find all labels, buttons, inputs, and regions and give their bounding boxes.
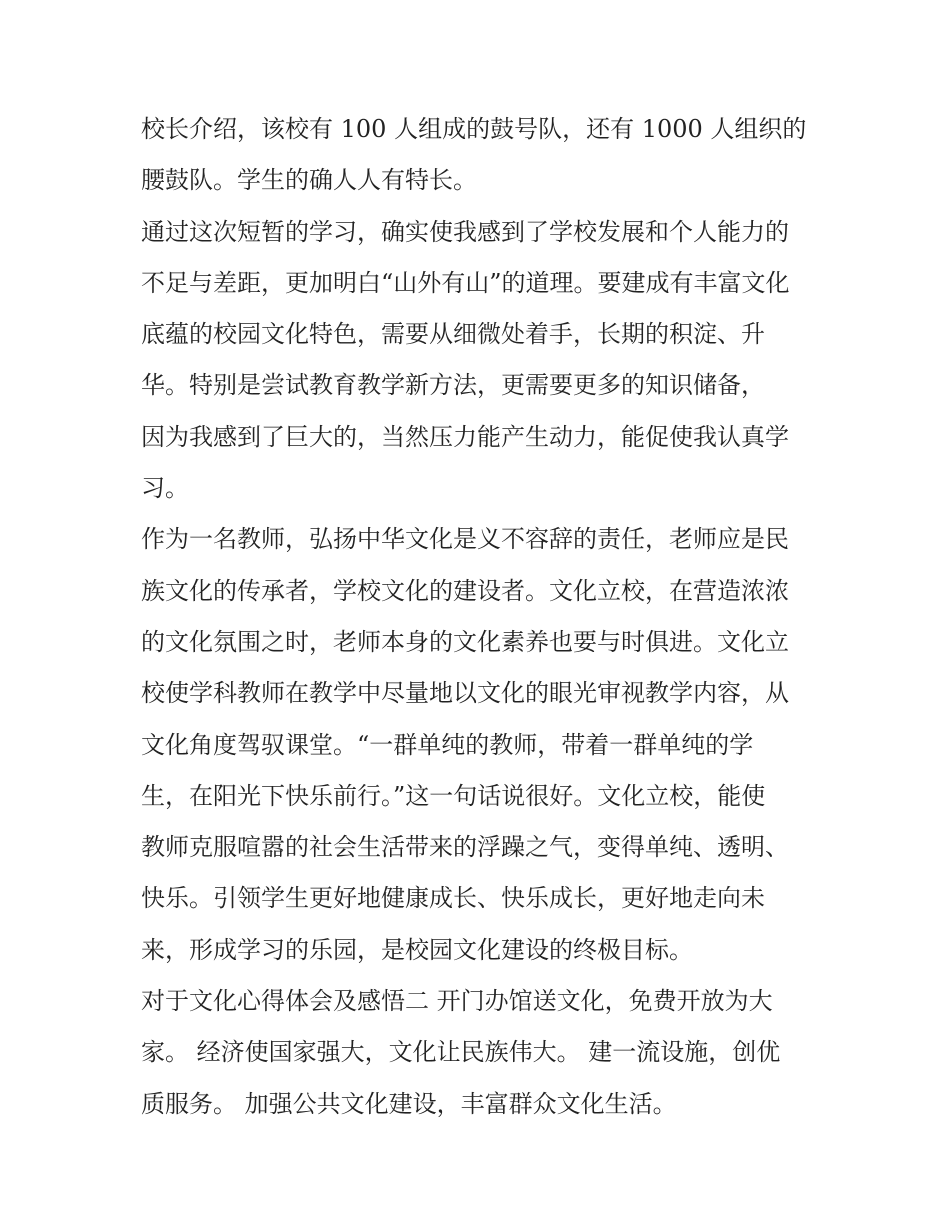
text-line: 快乐。引领学生更好地健康成长、快乐成长，更好地走向未: [141, 884, 765, 913]
text-line: 底蕴的校园文化特色，需要从细微处着手，长期的积淀、升: [141, 320, 765, 349]
text-line: 作为一名教师，弘扬中华文化是义不容辞的责任，老师应是民: [141, 525, 789, 554]
text-line: 通过这次短暂的学习，确实使我感到了学校发展和个人能力的: [141, 217, 789, 246]
text-line: 对于文化心得体会及感悟二 开门办馆送文化，免费开放为大: [141, 987, 773, 1016]
paragraph-open-library: [141, 976, 821, 1130]
text-line: 腰鼓队。学生的确人人有特长。: [141, 166, 477, 195]
text-line: 习。: [141, 474, 189, 503]
text-line: 族文化的传承者，学校文化的建设者。文化立校，在营造浓浓: [141, 576, 789, 605]
text-line: 的文化氛围之时，老师本身的文化素养也要与时俱进。文化立: [141, 627, 789, 656]
text-line: 校使学科教师在教学中尽量地以文化的眼光审视教学内容，从: [141, 679, 789, 708]
paragraph-drum-team: [141, 104, 821, 207]
paragraph-teacher-role: [141, 514, 821, 976]
document-body: [141, 104, 821, 1130]
text-line: 教师克服喧嚣的社会生活带来的浮躁之气，变得单纯、透明、: [141, 833, 789, 862]
text-line: 来，形成学习的乐园，是校园文化建设的终极目标。: [141, 935, 693, 964]
text-line: 文化角度驾驭课堂。“一群单纯的教师，带着一群单纯的学: [141, 730, 754, 759]
text-line: 因为我感到了巨大的，当然压力能产生动力，能促使我认真学: [141, 422, 789, 451]
text-line: 不足与差距，更加明白“山外有山”的道理。要建成有丰富文化: [141, 268, 790, 297]
text-line: 生，在阳光下快乐前行。”这一句话说很好。文化立校，能使: [141, 781, 766, 810]
text-line: 校长介绍，该校有 100 人组成的鼓号队，还有 1000 人组织的: [141, 115, 807, 143]
paragraph-study-reflection: [141, 207, 821, 515]
text-line: 家。 经济使国家强大，文化让民族伟大。 建一流设施，创优: [141, 1038, 781, 1067]
text-line: 华。特别是尝试教育教学新方法，更需要更多的知识储备，: [141, 371, 765, 400]
text-line: 质服务。 加强公共文化建设，丰富群众文化生活。: [141, 1089, 677, 1118]
